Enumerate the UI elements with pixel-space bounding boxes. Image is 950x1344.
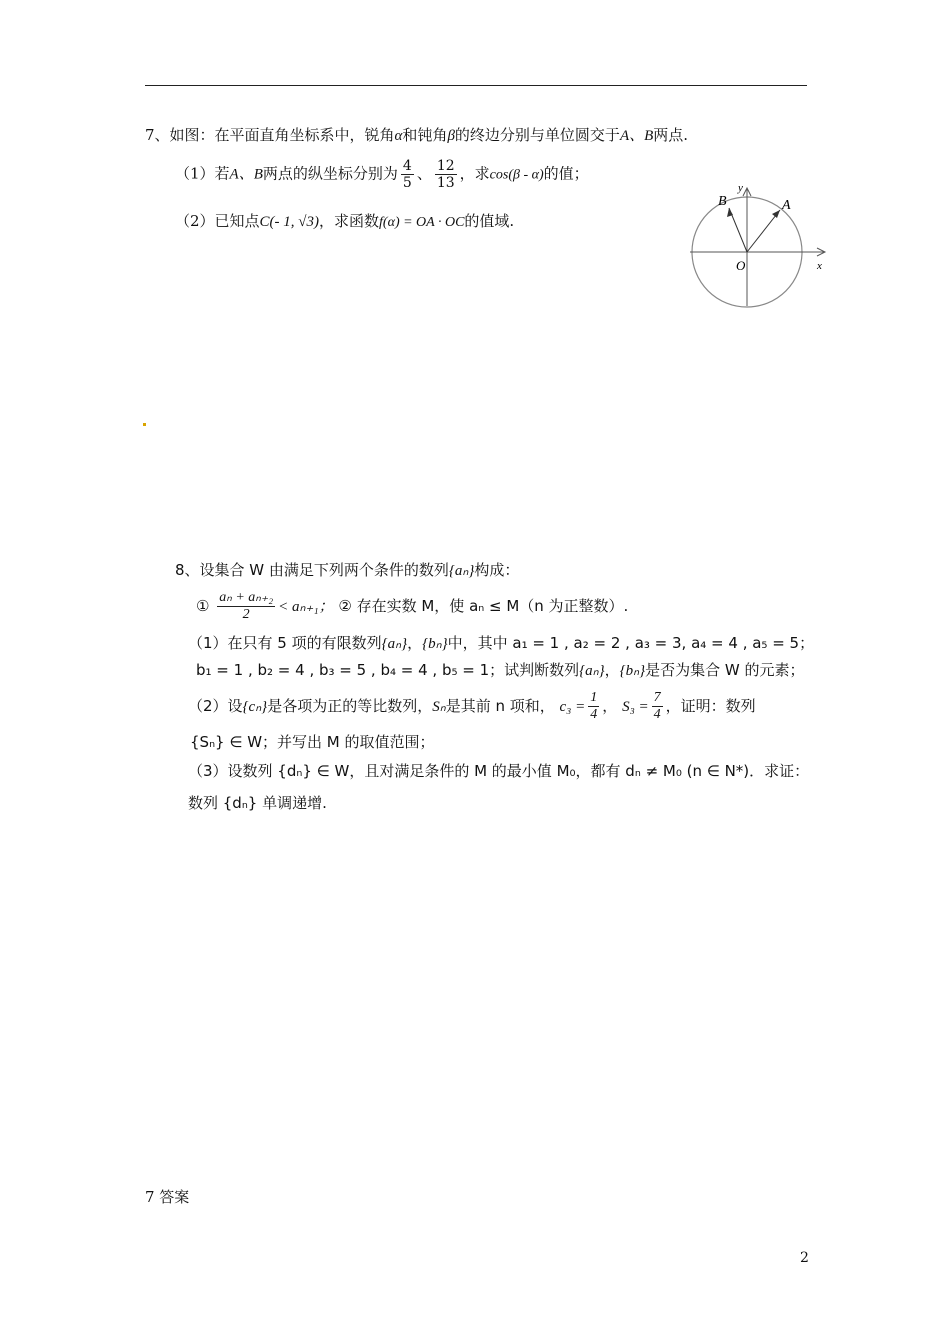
frac-num: 4 <box>402 158 412 174</box>
frac-den: 4 <box>653 707 661 722</box>
q8-p1-line2-end: 是否为集合 W 的元素； <box>645 661 805 679</box>
fraction-12-13 <box>435 158 457 191</box>
q7-p1-ask: ，求 <box>459 164 490 183</box>
frac-num: 1 <box>590 690 598 705</box>
q7-p1-end: 的值； <box>543 164 589 183</box>
fraction-1-4 <box>588 690 599 723</box>
q8-p1-values-b: b₁ = 1 , b₂ = 4 , b₃ = 5 , b₄ = 4 , b₅ = 1；试判断数列 <box>196 661 580 679</box>
q7-stem-text3: 的终边分别与单位圆交于 <box>454 126 620 144</box>
q7-sep: 、 <box>416 164 432 183</box>
q7-p2-func: f(α) = OA · OC <box>379 215 465 230</box>
frac-den: 4 <box>590 707 598 722</box>
q7-p2-mid: ，求函数 <box>319 212 380 230</box>
page-number: 2 <box>800 1250 809 1266</box>
q8-stem <box>175 559 519 580</box>
q8-part2-line2 <box>190 731 435 752</box>
label-A: A <box>782 198 791 213</box>
q7-part2 <box>175 210 514 231</box>
q8-stem-end: 构成： <box>474 561 520 579</box>
frac-den: 5 <box>402 175 412 191</box>
q8-p1-seq-a: {aₙ} <box>381 636 408 652</box>
q8-p3-text: （3）设数列 {dₙ} ∈ W，且对满足条件的 M 的最小值 M₀，都有 dₙ ≠ M₀ (n ∈ N*)．求证： <box>188 762 810 780</box>
q8-p2-comma: ， <box>602 697 618 715</box>
q7-stem <box>145 124 688 145</box>
q8-cond1-rhs: < aₙ₊₁； <box>278 599 334 615</box>
q8-part1-line1 <box>188 632 814 653</box>
q8-part2-line1 <box>188 690 756 723</box>
q7-stem-end: 两点. <box>653 126 689 144</box>
frac-den: 2 <box>242 607 250 622</box>
q7-p1-mid: 两点的纵坐标分别为 <box>262 164 398 183</box>
q7-alpha: α <box>394 128 403 144</box>
q7-p2-end: 的值域. <box>464 212 515 230</box>
header-rule <box>145 85 807 86</box>
q8-part1-line2 <box>196 659 805 680</box>
q8-stem-text: 8、设集合 W 由满足下列两个条件的数列 <box>175 561 449 579</box>
q8-p2-text2: 是其前 n 项和， <box>445 697 555 715</box>
q8-p1-comma: ， <box>407 634 423 652</box>
q8-part3-line1 <box>188 760 809 781</box>
q8-p3-line2-text: 数列 {dₙ} 单调递增. <box>188 794 327 812</box>
q8-p1-text: （1）在只有 5 项的有限数列 <box>188 634 382 652</box>
q7-stem-text: 7、如图：在平面直角坐标系中，锐角 <box>145 126 395 144</box>
q8-p1-line2-seq-b: {bₙ} <box>619 663 646 679</box>
q8-p2-text3: ，证明：数列 <box>665 697 756 715</box>
q8-seq-a: {aₙ} <box>448 563 475 579</box>
q8-cond1-mark: ① <box>196 597 210 615</box>
frac-num: aₙ + aₙ₊₂ <box>219 590 274 605</box>
q8-part3-line2 <box>188 792 327 813</box>
q8-p2-line2-text: {Sₙ} ∈ W；并写出 M 的取值范围； <box>190 733 435 751</box>
fraction-7-4 <box>652 690 663 723</box>
q8-p2-seq-c: {cₙ} <box>242 699 268 715</box>
label-B: B <box>718 194 727 209</box>
q8-p2-c3: c₃ = <box>559 699 586 715</box>
q8-p1-seq-b: {bₙ} <box>422 636 448 652</box>
q7-part1 <box>175 158 589 191</box>
q8-p1-line2-seq-a: {aₙ} <box>579 663 605 679</box>
q7-p2-point: C(- 1, √3) <box>259 214 320 230</box>
q7-stem-text2: 和钝角 <box>402 126 448 144</box>
q7-beta: β <box>447 128 455 144</box>
stray-dot <box>143 423 146 426</box>
q7-p2-prefix: （2）已知点 <box>175 212 260 230</box>
unit-circle-figure <box>685 178 835 308</box>
answer-label: 7 答案 <box>145 1188 190 1206</box>
frac-num: 12 <box>436 158 455 174</box>
q7-p1-prefix: （1）若 <box>175 164 230 183</box>
q8-cond1-fraction <box>217 590 275 623</box>
q7-p1-expr: cos(β - α) <box>489 167 544 183</box>
q7-p1-points: A、B <box>229 166 263 183</box>
label-O: O <box>736 258 746 273</box>
label-x: x <box>817 260 822 272</box>
q8-p2-Sn: Sₙ <box>432 699 446 715</box>
label-y: y <box>738 182 743 194</box>
q8-p2-prefix: （2）设 <box>188 697 243 715</box>
q8-p2-S3: S₃ = <box>622 699 649 715</box>
q8-p1-values-a: 中，其中 a₁ = 1 , a₂ = 2 , a₃ = 3, a₄ = 4 , a₅ = 5； <box>447 634 815 652</box>
q8-p1-line2-comma: ， <box>604 661 620 679</box>
q8-conditions <box>196 590 628 623</box>
q8-p2-text1: 是各项为正的等比数列， <box>267 697 433 715</box>
frac-num: 7 <box>653 690 661 705</box>
ray-OA-arrowhead <box>772 210 780 218</box>
frac-den: 13 <box>436 175 455 191</box>
q7-points: A、B <box>619 128 654 144</box>
q8-cond2: ② 存在实数 M，使 aₙ ≤ M（n 为正整数）. <box>338 597 629 615</box>
fraction-4-5 <box>401 158 414 191</box>
